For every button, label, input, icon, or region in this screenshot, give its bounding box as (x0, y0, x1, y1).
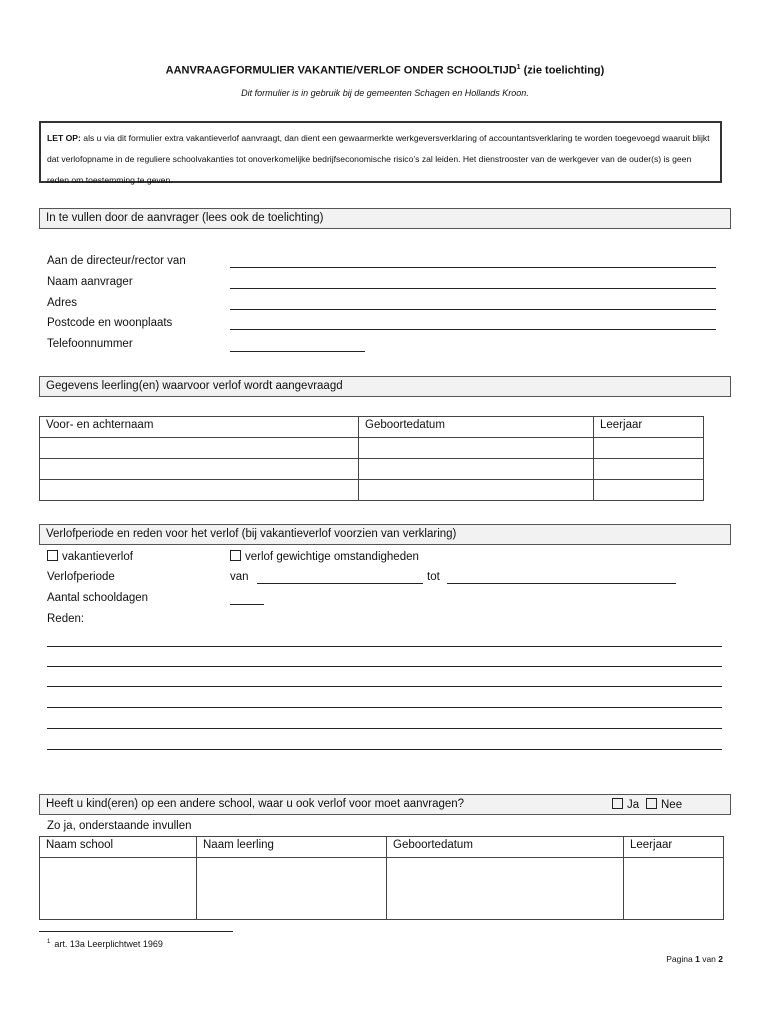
no-checkbox[interactable] (646, 798, 657, 809)
page-prefix: Pagina (666, 954, 696, 964)
notice-text: als u via dit formulier extra vakantieverlof aanvraagt, dan dient een gewaarmerkte werkgeversverklaring of accountantsverklaring te worden toegevoegd waaruit blijkt dat verlofopname in de reguliere schoolvakanties tot onoverkomelijke bedrijfseconomische risico’s zal leiden. Het dienstrooster van de werkgever van de ouder(s) is geen reden om toestemming te geven. (47, 133, 710, 185)
page-number (600, 954, 723, 964)
period-from-label: van (230, 571, 249, 583)
table-cell[interactable] (624, 858, 724, 920)
field-label-postcode-city: Postcode en woonplaats (47, 317, 173, 329)
form-title-suffix: (zie toelichting) (520, 64, 605, 77)
section-leave-heading: Verlofperiode en reden voor het verlof (bij vakantieverlof voorzien van verklaring) (39, 524, 731, 545)
form-title (0, 64, 770, 77)
reason-label: Reden: (47, 613, 85, 625)
option-vacation-label: vakantieverlof (62, 551, 133, 563)
table-cell[interactable] (40, 459, 359, 480)
form-subtitle: Dit formulier is in gebruik bij de gemeenten Schagen en Hollands Kroon. (241, 88, 529, 98)
page-total: 2 (718, 954, 723, 964)
table-row (40, 459, 704, 480)
table-row (40, 438, 704, 459)
other-school-table (39, 836, 724, 920)
address-input-line[interactable] (230, 309, 716, 310)
students-col-birthdate: Geboortedatum (359, 417, 594, 438)
postcode-city-input-line[interactable] (230, 329, 716, 330)
students-table (39, 416, 704, 501)
other-school-question: Heeft u kind(eren) op een andere school, waar u ook verlof voor moet aanvragen? (46, 798, 465, 810)
footnote (47, 939, 163, 949)
form-title-text: AANVRAAGFORMULIER VAKANTIE/VERLOF ONDER SCHOOLTIJD (165, 64, 517, 77)
option-yes[interactable] (612, 798, 639, 811)
table-cell[interactable] (197, 858, 387, 920)
section-other-school-heading (39, 794, 731, 815)
reason-input-line[interactable] (47, 728, 722, 729)
table-cell[interactable] (594, 459, 704, 480)
field-label-director: Aan de directeur/rector van (47, 255, 186, 267)
phone-input-line[interactable] (230, 351, 365, 352)
table-cell[interactable] (40, 438, 359, 459)
reason-input-line[interactable] (47, 749, 722, 750)
days-input-line[interactable] (230, 604, 264, 605)
director-input-line[interactable] (230, 267, 716, 268)
period-to-label: tot (427, 571, 440, 583)
reason-input-line[interactable] (47, 666, 722, 667)
section-students-heading: Gegevens leerling(en) waarvoor verlof wordt aangevraagd (39, 376, 731, 397)
field-label-applicant-name: Naam aanvrager (47, 276, 133, 288)
days-label: Aantal schooldagen (47, 592, 149, 604)
option-circumstances-label: verlof gewichtige omstandigheden (245, 551, 419, 563)
reason-input-line[interactable] (47, 646, 722, 647)
applicant-name-input-line[interactable] (230, 288, 716, 289)
page-middle: van (699, 954, 719, 964)
field-label-phone: Telefoonnummer (47, 338, 133, 350)
table-cell[interactable] (359, 480, 594, 501)
footnote-ref: 1 (516, 64, 521, 71)
option-vacation[interactable] (47, 550, 133, 563)
notice-box (39, 121, 722, 183)
students-col-year: Leerjaar (594, 417, 704, 438)
table-cell[interactable] (594, 480, 704, 501)
page-current: 1 (695, 954, 700, 964)
option-no[interactable] (646, 798, 682, 811)
table-row (40, 480, 704, 501)
table-cell[interactable] (387, 858, 624, 920)
table-cell[interactable] (359, 438, 594, 459)
footnote-text: art. 13a Leerplichtwet 1969 (54, 939, 163, 949)
yes-checkbox[interactable] (612, 798, 623, 809)
footnote-divider (39, 931, 233, 932)
vacation-checkbox[interactable] (47, 550, 58, 561)
footnote-mark: 1 (47, 939, 51, 945)
reason-input-line[interactable] (47, 686, 722, 687)
other-col-birthdate: Geboortedatum (387, 837, 624, 858)
other-school-instruction: Zo ja, onderstaande invullen (47, 820, 192, 832)
students-col-name: Voor- en achternaam (40, 417, 359, 438)
notice-lead: LET OP: (47, 133, 81, 143)
period-from-input-line[interactable] (257, 583, 423, 584)
other-col-student: Naam leerling (197, 837, 387, 858)
period-to-input-line[interactable] (447, 583, 676, 584)
table-cell[interactable] (40, 480, 359, 501)
other-col-year: Leerjaar (624, 837, 724, 858)
field-label-address: Adres (47, 297, 78, 309)
table-cell[interactable] (359, 459, 594, 480)
table-cell[interactable] (40, 858, 197, 920)
table-row (40, 858, 724, 920)
option-no-label: Nee (661, 799, 683, 811)
option-circumstances[interactable] (230, 550, 419, 563)
table-cell[interactable] (594, 438, 704, 459)
period-label: Verlofperiode (47, 571, 115, 583)
reason-input-line[interactable] (47, 707, 722, 708)
other-col-school: Naam school (40, 837, 197, 858)
option-yes-label: Ja (627, 799, 640, 811)
circumstances-checkbox[interactable] (230, 550, 241, 561)
section-applicant-heading: In te vullen door de aanvrager (lees ook de toelichting) (39, 208, 731, 229)
